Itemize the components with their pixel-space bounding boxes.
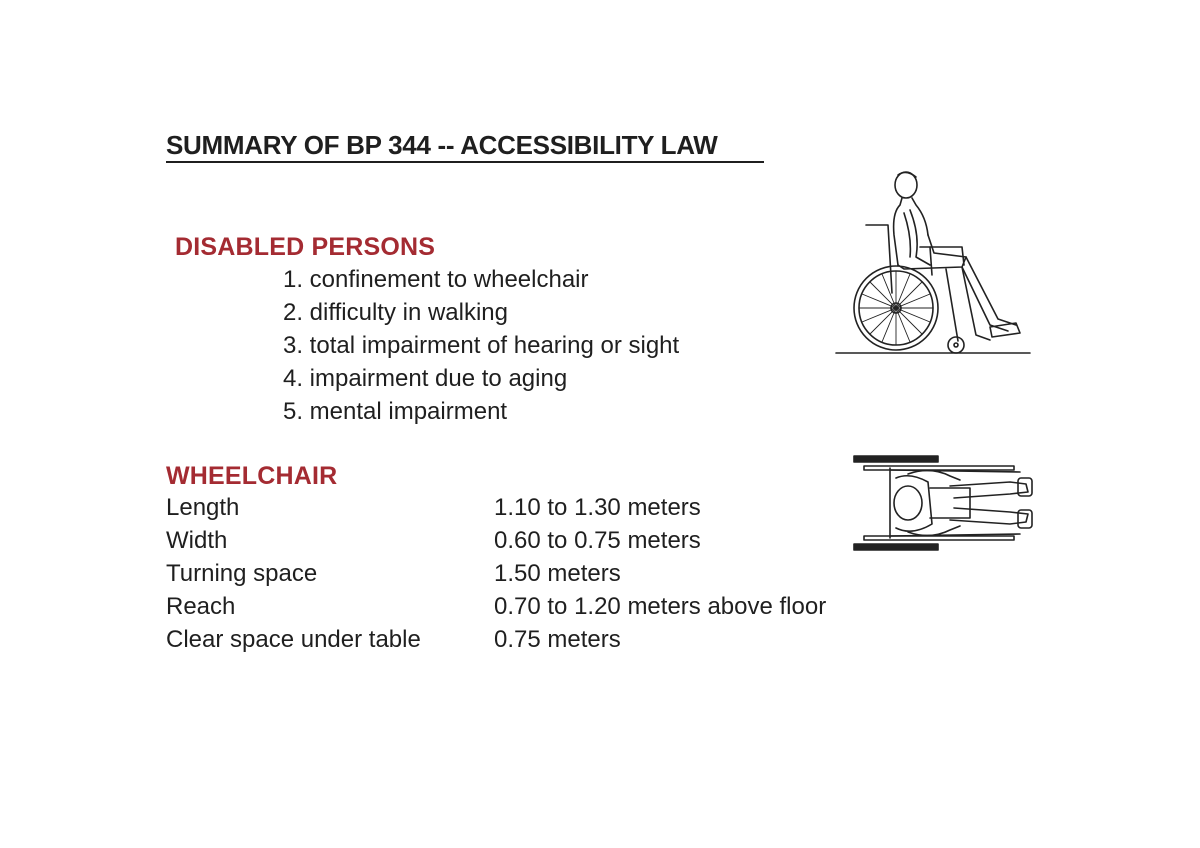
wheelchair-side-view-icon <box>830 165 1035 360</box>
wheelchair-heading: WHEELCHAIR <box>166 462 338 490</box>
list-item: 2. difficulty in walking <box>283 299 508 326</box>
list-item: 4. impairment due to aging <box>283 365 568 392</box>
spec-value: 0.70 to 1.20 meters above floor <box>494 593 827 620</box>
list-item: 5. mental impairment <box>283 398 508 425</box>
spec-label: Clear space under table <box>166 626 421 653</box>
spec-label: Turning space <box>166 560 318 587</box>
table-row <box>166 492 826 525</box>
spec-label: Length <box>166 494 240 521</box>
spec-value: 0.60 to 0.75 meters <box>494 527 701 554</box>
list-item: 1. confinement to wheelchair <box>283 266 589 293</box>
wheelchair-top-view-icon <box>850 448 1040 558</box>
wheelchair-specs-table <box>166 492 826 657</box>
spec-value: 1.50 meters <box>494 560 621 587</box>
disabled-persons-list <box>283 264 679 429</box>
table-row <box>166 591 826 624</box>
table-row <box>166 624 826 657</box>
spec-value: 0.75 meters <box>494 626 621 653</box>
table-row <box>166 558 826 591</box>
spec-label: Width <box>166 527 228 554</box>
spec-label: Reach <box>166 593 236 620</box>
list-item: 3. total impairment of hearing or sight <box>283 332 680 359</box>
disabled-persons-heading: DISABLED PERSONS <box>175 233 436 261</box>
spec-value: 1.10 to 1.30 meters <box>494 494 701 521</box>
page-title: SUMMARY OF BP 344 -- ACCESSIBILITY LAW <box>166 130 764 163</box>
table-row <box>166 525 826 558</box>
